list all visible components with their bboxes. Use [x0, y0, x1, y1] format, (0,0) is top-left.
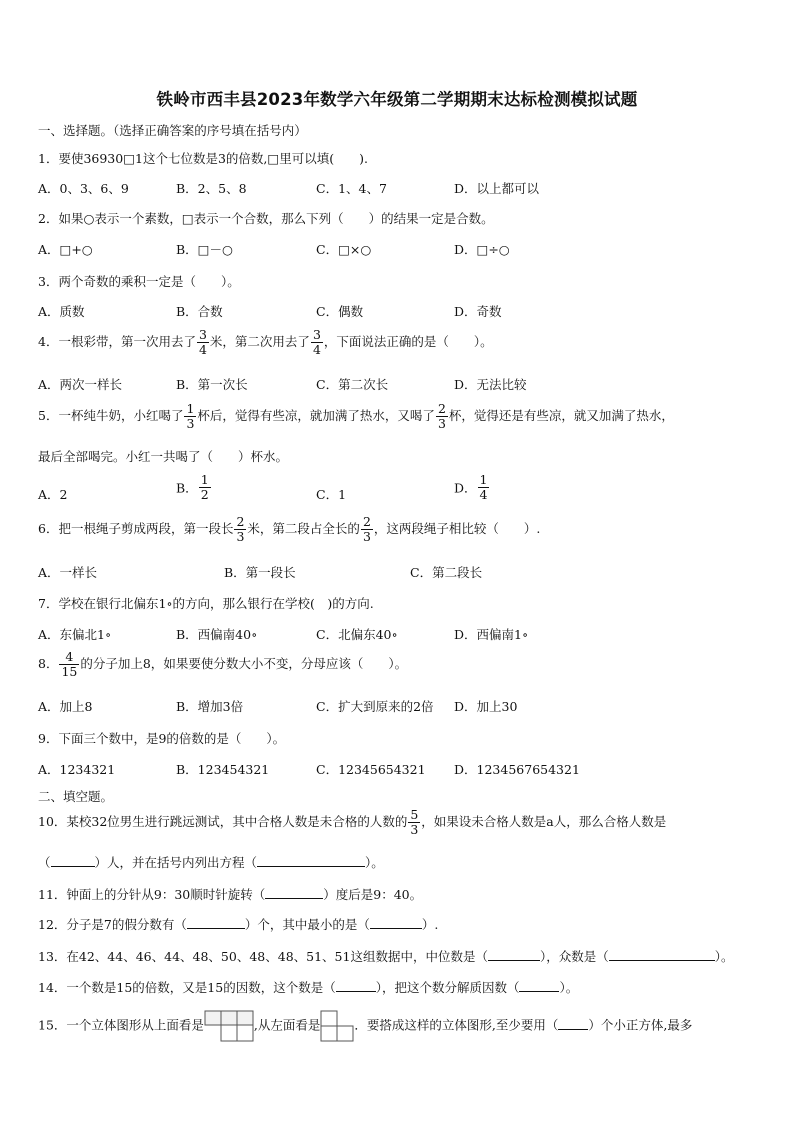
q13-text-1: 13．在42、44、46、44、48、50、48、48、51、51这组数据中，中位数是（ — [38, 949, 488, 964]
q15-text-4: ）个小正方体,最多 — [588, 1017, 693, 1033]
question-5 — [38, 402, 674, 431]
q8-fraction — [59, 650, 79, 679]
q6-option-b: B．第一段长 — [224, 565, 296, 580]
q15-answer-blank[interactable] — [558, 1017, 588, 1030]
q2-option-c: C．□×○ — [316, 242, 372, 257]
question-2: 2．如果○表示一个素数，□表示一个合数，那么下列（ ）的结果一定是合数。 — [38, 211, 494, 226]
q11-answer-blank[interactable] — [265, 886, 323, 899]
question-8 — [38, 650, 407, 679]
question-5-line-2: 最后全部喝完。小红一共喝了（ ）杯水。 — [38, 449, 289, 464]
fraction-numerator: 1 — [200, 472, 209, 487]
fraction-numerator: 2 — [362, 514, 371, 529]
q5-fraction-1 — [184, 402, 196, 431]
question-3: 3．两个奇数的乘积一定是（ ）。 — [38, 274, 240, 289]
q5-option-b — [176, 473, 212, 502]
q9-option-b: B．123454321 — [176, 762, 270, 777]
fraction-denominator: 15 — [61, 664, 78, 679]
q10-answer-blank[interactable] — [51, 854, 95, 867]
fraction-denominator: 4 — [312, 342, 321, 357]
q15-text-2: ,从左面看是 — [253, 1017, 321, 1033]
question-6 — [38, 515, 540, 544]
q5-option-a: A．2 — [38, 487, 68, 502]
q2-option-b: B．□－○ — [176, 242, 233, 257]
fraction-denominator: 4 — [198, 342, 207, 357]
q15-text-3: ．要搭成这样的立体图形,至少要用（ — [354, 1017, 559, 1033]
question-4 — [38, 328, 493, 357]
section-fill-heading: 二、填空题。 — [38, 789, 114, 804]
q13-text-3: ）。 — [714, 949, 734, 964]
question-10-line-2 — [38, 853, 384, 871]
q1-option-a: A．0、3、6、9 — [38, 181, 129, 196]
q10-text-1: 10．某校32位男生进行跳远测试，其中合格人数是未合格的人数的 — [38, 814, 408, 829]
q7-option-b: B．西偏南40∘ — [176, 627, 258, 642]
question-7: 7．学校在银行北偏东1∘的方向，那么银行在学校( )的方向. — [38, 596, 374, 611]
q7-option-c: C．北偏东40∘ — [316, 627, 398, 642]
q7-option-a: A．东偏北1∘ — [38, 627, 112, 642]
q4-fraction-2 — [311, 328, 323, 357]
q10-text-2: ，如果设未合格人数是a人，那么合格人数是 — [421, 814, 667, 829]
q10-fraction — [408, 808, 420, 837]
q8-number: 8． — [38, 656, 59, 671]
q7-option-d: D．西偏南1∘ — [454, 627, 529, 642]
fraction-denominator: 2 — [200, 487, 209, 502]
q6-option-a: A．一样长 — [38, 565, 98, 580]
q1-option-b: B．2、5、8 — [176, 181, 247, 196]
question-13 — [38, 947, 734, 965]
q6-text-3: ，这两段绳子相比较（ ）. — [373, 521, 541, 536]
q4-option-a: A．两次一样长 — [38, 377, 123, 392]
q10-text-4: ）。 — [365, 855, 384, 870]
q4-text-3: ，下面说法正确的是（ ）。 — [323, 334, 493, 349]
left-view-figure — [320, 1010, 354, 1042]
q8-option-c: C．扩大到原来的2倍 — [316, 699, 434, 714]
fraction-numerator: 2 — [236, 514, 245, 529]
q2-option-a: A．□+○ — [38, 242, 93, 257]
option-label: B． — [176, 480, 198, 496]
question-10 — [38, 808, 666, 837]
question-14 — [38, 978, 578, 996]
q5-text-3: 杯，觉得还是有些凉，就又加满了热水， — [448, 408, 674, 423]
q12-text-1: 12．分子是7的假分数有（ — [38, 917, 187, 932]
q13-median-blank[interactable] — [488, 948, 540, 961]
q14-answer-blank-2[interactable] — [519, 979, 559, 992]
option-label: D． — [454, 480, 477, 496]
q8-option-b: B．增加3倍 — [176, 699, 244, 714]
q11-text-2: ）度后是9：40。 — [323, 887, 423, 902]
q8-text: 的分子加上8，如果要使分数大小不变，分母应该（ ）。 — [80, 656, 408, 671]
q14-answer-blank-1[interactable] — [336, 979, 376, 992]
q14-text-2: ），把这个数分解质因数（ — [375, 980, 520, 995]
q4-option-c: C．第二次长 — [316, 377, 389, 392]
q5-fraction-2 — [436, 402, 448, 431]
q3-option-b: B．合数 — [176, 304, 223, 319]
q13-mode-blank[interactable] — [609, 948, 715, 961]
q3-option-a: A．质数 — [38, 304, 85, 319]
fraction-denominator: 4 — [479, 487, 488, 502]
fraction-denominator: 3 — [362, 529, 371, 544]
q12-answer-blank-2[interactable] — [370, 916, 422, 929]
q15-text-1: 15．一个立体图形从上面看是 — [38, 1017, 204, 1033]
q4-option-d: D．无法比较 — [454, 377, 527, 392]
fraction-denominator: 3 — [186, 416, 195, 431]
q3-option-d: D．奇数 — [454, 304, 502, 319]
q2-option-d: D．□÷○ — [454, 242, 510, 257]
q10-equation-blank[interactable] — [257, 854, 365, 867]
q4-text-2: 米，第二次用去了 — [209, 334, 310, 349]
q12-text-2: ）个，其中最小的是（ — [244, 917, 370, 932]
question-12 — [38, 915, 438, 933]
q14-text-1: 14．一个数是15的倍数，又是15的因数，这个数是（ — [38, 980, 336, 995]
q4-option-b: B．第一次长 — [176, 377, 248, 392]
fraction-numerator: 3 — [198, 327, 207, 342]
section-choice-heading: 一、选择题。（选择正确答案的序号填在括号内） — [38, 123, 307, 138]
question-1: 1．要使36930□1这个七位数是3的倍数,□里可以填( ). — [38, 151, 368, 166]
q14-text-3: ）。 — [559, 980, 579, 995]
q5-option-c: C．1 — [316, 487, 347, 502]
q1-option-c: C．1、4、7 — [316, 181, 387, 196]
q11-text-1: 11．钟面上的分针从9：30顺时针旋转（ — [38, 887, 266, 902]
question-15 — [38, 1010, 692, 1042]
q6-fraction-1 — [234, 515, 246, 544]
q5-text-2: 杯后，觉得有些凉，就加满了热水，又喝了 — [197, 408, 435, 423]
q12-answer-blank-1[interactable] — [187, 916, 245, 929]
fraction-numerator: 1 — [479, 472, 488, 487]
q8-option-a: A．加上8 — [38, 699, 93, 714]
q6-option-c: C．第二段长 — [410, 565, 483, 580]
q13-text-2: ），众数是（ — [539, 949, 609, 964]
q4-fraction-1 — [197, 328, 209, 357]
q5-text-1: 5．一杯纯牛奶，小红喝了 — [38, 408, 184, 423]
q3-option-c: C．偶数 — [316, 304, 364, 319]
question-11 — [38, 885, 422, 903]
fraction-denominator: 3 — [236, 529, 245, 544]
q6-text-1: 6．把一根绳子剪成两段，第一段长 — [38, 521, 234, 536]
q5-option-d — [454, 473, 490, 502]
fraction-numerator: 3 — [312, 327, 321, 342]
q6-fraction-2 — [361, 515, 373, 544]
q8-option-d: D．加上30 — [454, 699, 518, 714]
page-title: 铁岭市西丰县2023年数学六年级第二学期期末达标检测模拟试题 — [156, 90, 638, 109]
fraction-numerator: 1 — [186, 401, 195, 416]
q6-text-2: 米，第二段占全长的 — [247, 521, 360, 536]
fraction-numerator: 5 — [410, 807, 419, 822]
fraction-denominator: 3 — [437, 416, 446, 431]
q10-bracket-open: （ — [38, 855, 51, 870]
q9-option-c: C．12345654321 — [316, 762, 426, 777]
top-view-figure — [204, 1010, 254, 1042]
q5-option-b-fraction — [199, 473, 211, 502]
q5-option-d-fraction — [478, 473, 490, 502]
q12-text-3: ）. — [421, 917, 439, 932]
fraction-denominator: 3 — [410, 822, 419, 837]
question-9: 9．下面三个数中，是9的倍数的是（ ）。 — [38, 731, 286, 746]
q1-option-d: D．以上都可以 — [454, 181, 540, 196]
q4-text-1: 4．一根彩带，第一次用去了 — [38, 334, 196, 349]
q10-text-3: ）人，并在括号内列出方程（ — [94, 855, 258, 870]
fraction-numerator: 2 — [437, 401, 446, 416]
q9-option-d: D．1234567654321 — [454, 762, 580, 777]
q9-option-a: A．1234321 — [38, 762, 116, 777]
fraction-numerator: 4 — [65, 649, 74, 664]
